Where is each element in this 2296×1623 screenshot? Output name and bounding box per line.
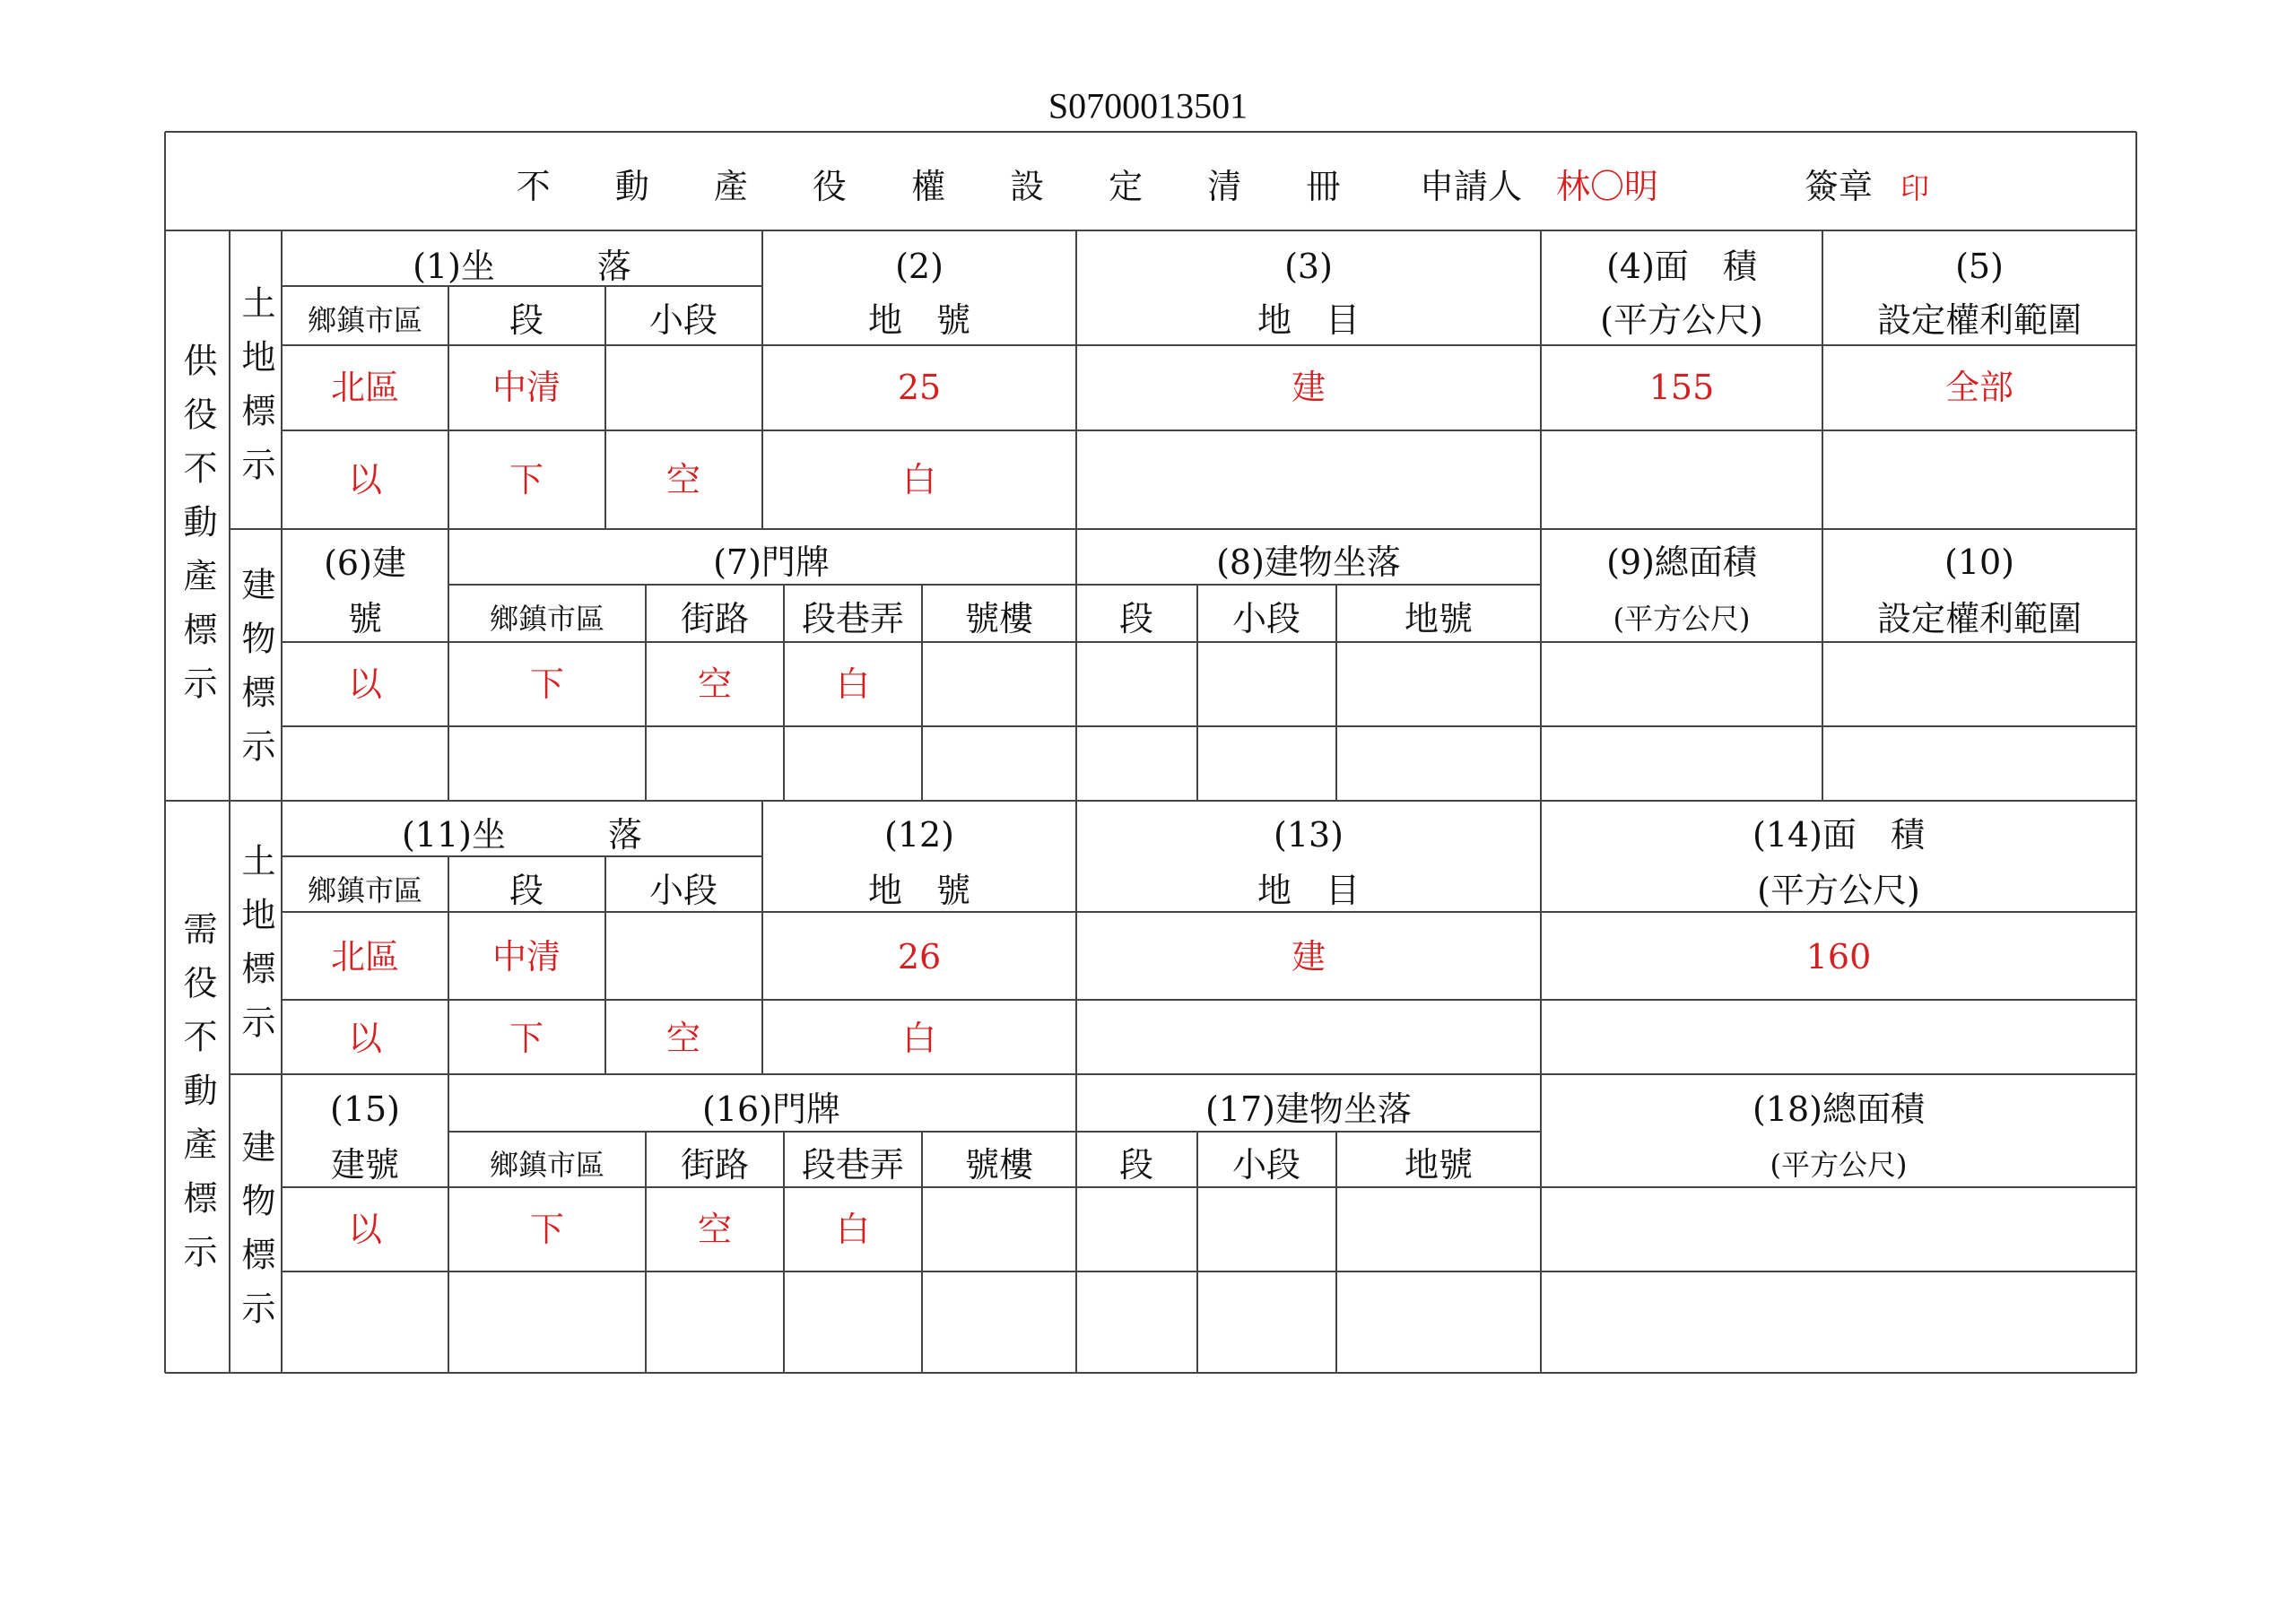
needing-land-blank-1: 以 xyxy=(347,1019,383,1058)
header-door-plate: (7)門牌 xyxy=(713,542,830,582)
seal-label: 簽章 xyxy=(1804,167,1874,206)
header-street: 街路 xyxy=(680,599,750,638)
header-building-no: (6)建 xyxy=(324,543,406,583)
needing-bldg-lane: 白 xyxy=(835,1210,871,1249)
serving-bldg-town: 下 xyxy=(529,664,565,704)
document-id: S0700013501 xyxy=(1048,85,1248,126)
header-15: (15) xyxy=(329,1089,401,1129)
header-subsection-2: 小段 xyxy=(648,871,718,910)
needing-land-area: 160 xyxy=(1805,937,1872,976)
header-door-number: 號樓 xyxy=(964,599,1034,638)
serving-land-blank-2: 下 xyxy=(509,460,544,499)
header-total-area: (9)總面積 xyxy=(1606,542,1757,582)
header-building-location-2: (17)建物坐落 xyxy=(1205,1089,1413,1129)
needing-bldg-town: 下 xyxy=(529,1210,565,1249)
header-5: (5) xyxy=(1955,247,2004,286)
serving-land-blank-1: 以 xyxy=(347,460,383,499)
seal-mark: 印 xyxy=(1900,171,1930,205)
header-location: (1)坐 落 xyxy=(413,247,631,286)
header-12: (12) xyxy=(883,815,955,855)
header-bldg-subsection: 小段 xyxy=(1231,599,1301,638)
header-3: (3) xyxy=(1284,247,1333,286)
header-parcel-number: 地 號 xyxy=(867,300,971,340)
header-parcel-number-2: 地 號 xyxy=(867,871,971,910)
header-area: (4)面 積 xyxy=(1606,247,1757,286)
needing-land-town: 北區 xyxy=(330,937,400,976)
serving-bldg-no: 以 xyxy=(347,664,383,704)
header-bldg-parcel-2: 地號 xyxy=(1404,1145,1474,1185)
header-bldg-parcel: 地號 xyxy=(1404,599,1474,638)
needing-building-label: 建物標示 xyxy=(236,1129,275,1344)
serving-land-label: 土地標示 xyxy=(236,285,275,500)
header-bldg-section: 段 xyxy=(1118,599,1154,638)
header-13: (13) xyxy=(1273,815,1344,855)
header-area-unit: (平方公尺) xyxy=(1600,300,1763,340)
serving-land-town: 北區 xyxy=(330,368,400,407)
serving-land-rights-scope: 全部 xyxy=(1944,368,2014,407)
applicant-name: 林〇明 xyxy=(1555,167,1659,206)
header-total-area-unit: (平方公尺) xyxy=(1613,602,1751,636)
header-lane-2: 段巷弄 xyxy=(801,1145,905,1185)
header-lane: 段巷弄 xyxy=(801,599,905,638)
header-10: (10) xyxy=(1944,542,2015,582)
header-section: 段 xyxy=(509,300,544,340)
header-building-no-sub: 號 xyxy=(347,599,383,638)
header-total-area-unit-2: (平方公尺) xyxy=(1770,1148,1908,1182)
header-town: 鄉鎮市區 xyxy=(307,303,423,337)
form-title: 不 動 產 役 權 設 定 清 冊 xyxy=(516,167,1368,206)
header-location-2: (11)坐 落 xyxy=(401,815,643,855)
needing-bldg-street: 空 xyxy=(697,1210,733,1249)
header-bldg-section-2: 段 xyxy=(1118,1145,1154,1185)
serving-land-area: 155 xyxy=(1648,368,1715,407)
header-bldg-subsection-2: 小段 xyxy=(1231,1145,1301,1185)
serving-bldg-street: 空 xyxy=(697,664,733,704)
needing-land-blank-2: 下 xyxy=(509,1019,544,1058)
needing-land-blank-3: 空 xyxy=(665,1019,701,1058)
header-subsection: 小段 xyxy=(648,300,718,340)
serving-building-label: 建物標示 xyxy=(236,567,275,782)
header-town-2: 鄉鎮市區 xyxy=(307,873,423,907)
header-land-category: 地 目 xyxy=(1257,300,1361,340)
serving-land-section: 中清 xyxy=(491,368,561,407)
serving-land-blank-3: 空 xyxy=(665,460,701,499)
needing-land-category: 建 xyxy=(1291,937,1326,976)
applicant-label: 申請人 xyxy=(1419,167,1523,206)
header-land-category-2: 地 目 xyxy=(1257,871,1361,910)
serving-bldg-lane: 白 xyxy=(835,664,871,704)
header-section-2: 段 xyxy=(509,871,544,910)
header-rights-scope: 設定權利範圍 xyxy=(1876,300,2083,340)
header-total-area-2: (18)總面積 xyxy=(1752,1089,1926,1129)
header-2: (2) xyxy=(895,247,944,286)
serving-land-blank-4: 白 xyxy=(901,460,937,499)
header-building-no-2: 建號 xyxy=(330,1145,400,1185)
header-area-unit-2: (平方公尺) xyxy=(1757,871,1920,910)
header-door-number-2: 號樓 xyxy=(964,1145,1034,1185)
serving-section-label: 供役不動產標示 xyxy=(178,343,217,719)
header-door-plate-2: (16)門牌 xyxy=(701,1089,841,1129)
header-area-2: (14)面 積 xyxy=(1752,815,1926,855)
serving-land-parcel: 25 xyxy=(897,368,942,407)
needing-land-section: 中清 xyxy=(491,937,561,976)
needing-land-parcel: 26 xyxy=(897,937,942,976)
needing-bldg-no: 以 xyxy=(347,1210,383,1249)
needing-land-label: 土地標示 xyxy=(236,843,275,1058)
header-street-2: 街路 xyxy=(680,1145,750,1185)
header-building-location: (8)建物坐落 xyxy=(1216,542,1401,582)
serving-land-category: 建 xyxy=(1291,368,1326,407)
header-door-town: 鄉鎮市區 xyxy=(489,602,605,636)
header-door-town-2: 鄉鎮市區 xyxy=(489,1148,605,1182)
header-rights-scope-2: 設定權利範圍 xyxy=(1876,599,2083,638)
needing-section-label: 需役不動產標示 xyxy=(178,911,217,1288)
needing-land-blank-4: 白 xyxy=(901,1019,937,1058)
